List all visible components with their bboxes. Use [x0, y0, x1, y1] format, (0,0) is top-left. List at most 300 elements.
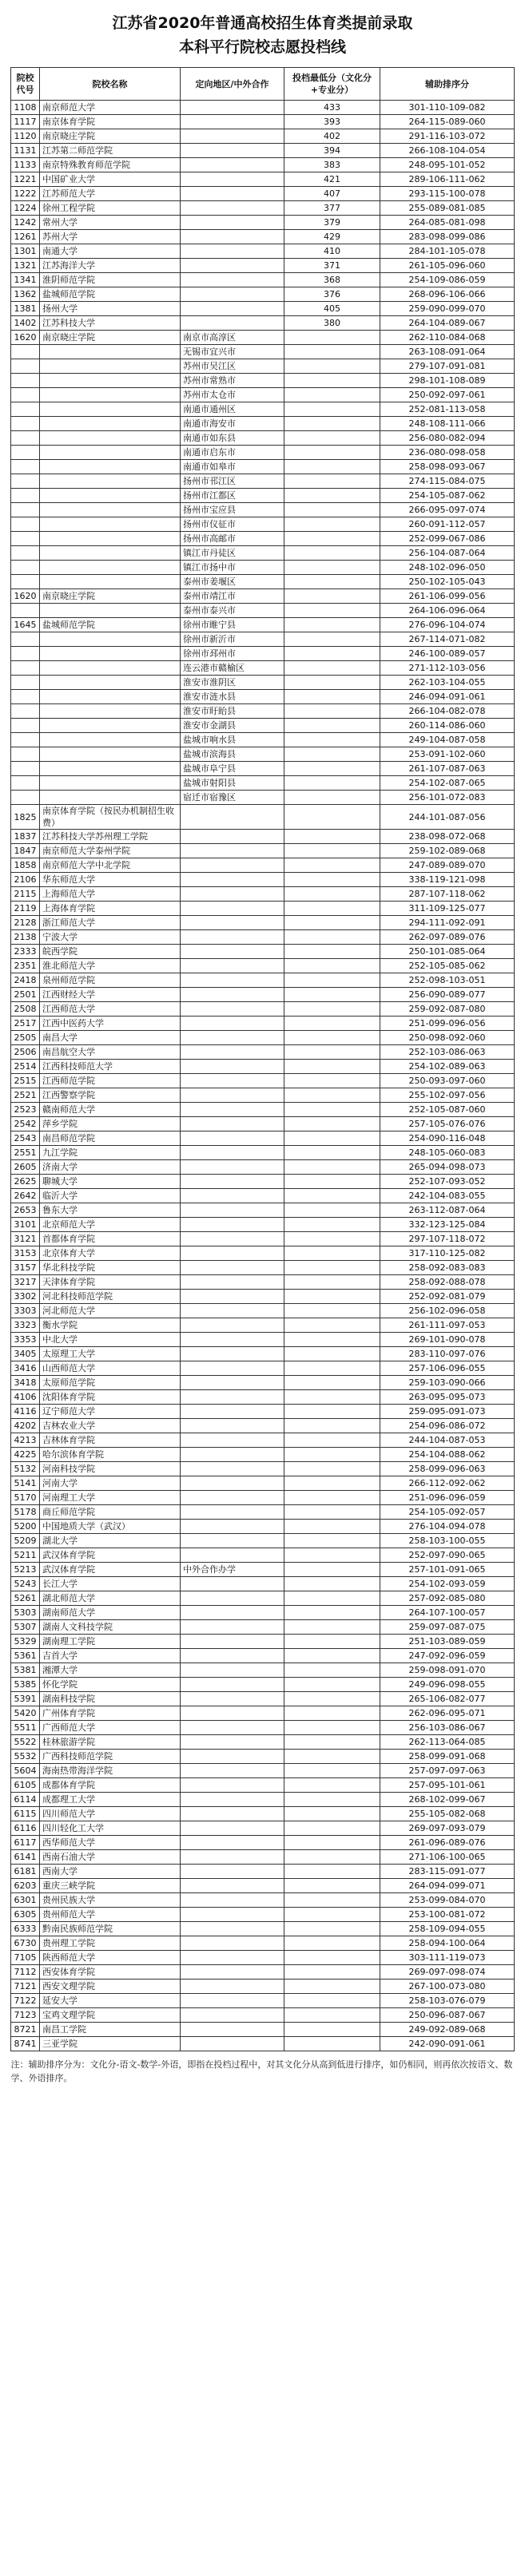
table-row [11, 1261, 515, 1275]
cell-rank: 297-107-118-072 [380, 1232, 515, 1246]
cell-code [11, 402, 40, 417]
cell-code: 5522 [11, 1735, 40, 1750]
cell-score [284, 1778, 380, 1793]
cell-code: 1381 [11, 302, 40, 316]
table-row [11, 973, 515, 988]
table-row [11, 431, 515, 446]
cell-rank: 258-109-094-055 [380, 1922, 515, 1936]
cell-code: 1825 [11, 805, 40, 830]
cell-rank: 261-096-089-076 [380, 1836, 515, 1850]
cell-region [181, 1448, 284, 1462]
cell-score [284, 575, 380, 589]
header-code: 院校代号 [11, 68, 40, 101]
cell-name: 武汉体育学院 [40, 1563, 181, 1577]
cell-region [181, 902, 284, 916]
table-row [11, 1476, 515, 1491]
cell-name [40, 747, 181, 762]
cell-name: 湖北大学 [40, 1534, 181, 1548]
cell-score [284, 1548, 380, 1563]
cell-score [284, 916, 380, 930]
cell-code: 6117 [11, 1836, 40, 1850]
table-row [11, 1376, 515, 1390]
cell-score [284, 546, 380, 561]
cell-rank: 269-097-098-074 [380, 1965, 515, 1980]
table-row [11, 1405, 515, 1419]
table-row [11, 959, 515, 973]
cell-region [181, 1017, 284, 1031]
cell-score [284, 902, 380, 916]
cell-region [181, 1721, 284, 1735]
table-row [11, 618, 515, 632]
cell-rank: 262-096-095-071 [380, 1706, 515, 1721]
cell-code: 1402 [11, 316, 40, 331]
table-row [11, 733, 515, 747]
cell-rank: 258-094-100-064 [380, 1936, 515, 1951]
cell-code: 3101 [11, 1218, 40, 1232]
cell-score [284, 733, 380, 747]
cell-score [284, 331, 380, 345]
cell-name [40, 791, 181, 805]
cell-rank: 250-093-097-060 [380, 1074, 515, 1088]
cell-region [181, 1304, 284, 1318]
cell-region: 盐城市射阳县 [181, 776, 284, 791]
cell-rank: 332-123-125-084 [380, 1218, 515, 1232]
cell-score [284, 618, 380, 632]
cell-region: 连云港市赣榆区 [181, 661, 284, 676]
cell-region [181, 244, 284, 259]
cell-score [284, 1735, 380, 1750]
cell-rank: 262-103-104-055 [380, 676, 515, 690]
cell-rank: 259-092-087-080 [380, 1002, 515, 1017]
cell-code [11, 632, 40, 647]
table-row [11, 873, 515, 887]
cell-rank: 259-097-087-075 [380, 1620, 515, 1635]
table-row [11, 144, 515, 158]
cell-name: 衡水学院 [40, 1318, 181, 1333]
cell-score [284, 1678, 380, 1692]
cell-code: 3121 [11, 1232, 40, 1246]
table-row [11, 1635, 515, 1649]
cell-code: 1341 [11, 273, 40, 287]
cell-rank: 283-110-097-076 [380, 1347, 515, 1361]
cell-region [181, 887, 284, 902]
cell-region [181, 129, 284, 144]
table-row [11, 1922, 515, 1936]
cell-code: 7123 [11, 2008, 40, 2023]
cell-rank: 256-101-072-083 [380, 791, 515, 805]
cell-score [284, 844, 380, 858]
cell-rank: 262-097-089-076 [380, 930, 515, 945]
cell-code: 5170 [11, 1491, 40, 1505]
cell-rank: 268-102-099-067 [380, 1793, 515, 1807]
cell-code [11, 604, 40, 618]
table-row [11, 1290, 515, 1304]
cell-score [284, 2008, 380, 2023]
cell-rank: 293-115-100-078 [380, 187, 515, 201]
cell-score [284, 503, 380, 517]
table-row [11, 1620, 515, 1635]
cell-code: 2351 [11, 959, 40, 973]
table-row [11, 302, 515, 316]
table-row [11, 546, 515, 561]
cell-rank: 279-107-091-081 [380, 359, 515, 374]
cell-score [284, 1663, 380, 1678]
cell-rank: 303-111-119-073 [380, 1951, 515, 1965]
header-region: 定向地区/中外合作 [181, 68, 284, 101]
table-row [11, 244, 515, 259]
table-row [11, 1074, 515, 1088]
cell-name [40, 604, 181, 618]
cell-score [284, 1620, 380, 1635]
cell-rank: 261-107-087-063 [380, 762, 515, 776]
table-row [11, 1606, 515, 1620]
cell-rank: 257-101-091-065 [380, 1563, 515, 1577]
cell-code: 1620 [11, 331, 40, 345]
cell-name: 太原师范学院 [40, 1376, 181, 1390]
cell-score [284, 1390, 380, 1405]
cell-code: 4213 [11, 1433, 40, 1448]
cell-rank: 254-104-088-062 [380, 1448, 515, 1462]
cell-rank: 252-105-085-062 [380, 959, 515, 973]
table-row [11, 230, 515, 244]
cell-name [40, 374, 181, 388]
cell-region: 苏州市吴江区 [181, 359, 284, 374]
cell-name: 常州大学 [40, 216, 181, 230]
cell-rank: 257-105-076-076 [380, 1117, 515, 1131]
cell-name: 南京晓庄学院 [40, 331, 181, 345]
cell-region [181, 1548, 284, 1563]
table-row [11, 259, 515, 273]
cell-rank: 301-110-109-082 [380, 101, 515, 115]
cell-rank: 258-103-100-055 [380, 1534, 515, 1548]
table-row [11, 1778, 515, 1793]
cell-code: 7121 [11, 1980, 40, 1994]
cell-rank: 260-114-086-060 [380, 719, 515, 733]
cell-rank: 254-109-086-059 [380, 273, 515, 287]
cell-score: 368 [284, 273, 380, 287]
cell-rank: 261-106-099-056 [380, 589, 515, 604]
cell-region [181, 230, 284, 244]
cell-region [181, 1361, 284, 1376]
cell-region [181, 1405, 284, 1419]
cell-name: 中国地质大学（武汉） [40, 1520, 181, 1534]
cell-name: 南京师范大学泰州学院 [40, 844, 181, 858]
cell-rank: 267-100-073-080 [380, 1980, 515, 1994]
cell-rank: 264-104-089-067 [380, 316, 515, 331]
cell-name: 江西中医药大学 [40, 1017, 181, 1031]
table-row [11, 1462, 515, 1476]
table-row [11, 1591, 515, 1606]
cell-score [284, 446, 380, 460]
cell-code [11, 561, 40, 575]
cell-score [284, 1591, 380, 1606]
cell-score [284, 1879, 380, 1893]
table-row [11, 1735, 515, 1750]
cell-score [284, 1692, 380, 1706]
cell-code: 6305 [11, 1908, 40, 1922]
cell-rank: 242-104-083-055 [380, 1189, 515, 1203]
cell-score [284, 1606, 380, 1620]
table-row [11, 1865, 515, 1879]
cell-code: 3418 [11, 1376, 40, 1390]
cell-rank: 250-101-085-064 [380, 945, 515, 959]
cell-score [284, 561, 380, 575]
table-row [11, 2008, 515, 2023]
cell-score [284, 1261, 380, 1275]
table-row [11, 1491, 515, 1505]
cell-region [181, 1663, 284, 1678]
cell-name: 怀化学院 [40, 1678, 181, 1692]
cell-rank: 252-081-113-058 [380, 402, 515, 417]
cell-rank: 253-100-081-072 [380, 1908, 515, 1922]
cell-rank: 257-097-097-063 [380, 1764, 515, 1778]
cell-name: 临沂大学 [40, 1189, 181, 1203]
cell-score [284, 988, 380, 1002]
cell-score [284, 1146, 380, 1160]
cell-score [284, 1117, 380, 1131]
table-row [11, 1764, 515, 1778]
cell-code: 6116 [11, 1821, 40, 1836]
cell-score [284, 1002, 380, 1017]
cell-region [181, 1376, 284, 1390]
cell-region: 扬州市仪征市 [181, 517, 284, 532]
cell-code: 5329 [11, 1635, 40, 1649]
cell-score [284, 1807, 380, 1821]
cell-name: 中国矿业大学 [40, 172, 181, 187]
cell-code: 5307 [11, 1620, 40, 1635]
cell-code: 1221 [11, 172, 40, 187]
cell-region [181, 1865, 284, 1879]
cell-region: 南通市通州区 [181, 402, 284, 417]
cell-region: 淮安市淮阴区 [181, 676, 284, 690]
cell-region: 淮安市涟水县 [181, 690, 284, 704]
cell-code: 3157 [11, 1261, 40, 1275]
cell-rank: 257-106-096-055 [380, 1361, 515, 1376]
table-row [11, 446, 515, 460]
cell-region: 苏州市太仓市 [181, 388, 284, 402]
table-row [11, 503, 515, 517]
table-row [11, 945, 515, 959]
table-row [11, 101, 515, 115]
cell-name: 广西科技师范学院 [40, 1750, 181, 1764]
table-row [11, 1505, 515, 1520]
cell-region [181, 973, 284, 988]
cell-code: 5178 [11, 1505, 40, 1520]
cell-name: 济南大学 [40, 1160, 181, 1175]
footnote: 注：辅助排序分为：文化分-语文-数学-外语，即指在投档过程中，对其文化分从高到低进行排序，如仍相同，则再依次按语文、数学、外语排序。 [10, 2059, 513, 2083]
cell-score [284, 1433, 380, 1448]
table-row [11, 1361, 515, 1376]
cell-name: 江苏师范大学 [40, 187, 181, 201]
cell-region [181, 1491, 284, 1505]
cell-code: 1131 [11, 144, 40, 158]
cell-name: 太原理工大学 [40, 1347, 181, 1361]
cell-name [40, 733, 181, 747]
cell-rank: 255-089-081-085 [380, 201, 515, 216]
cell-score: 383 [284, 158, 380, 172]
cell-score [284, 1505, 380, 1520]
cell-code: 2506 [11, 1045, 40, 1060]
cell-region [181, 1175, 284, 1189]
cell-name: 泉州师范学院 [40, 973, 181, 988]
cell-code [11, 546, 40, 561]
table-row [11, 830, 515, 844]
cell-code [11, 647, 40, 661]
cell-name: 河南理工大学 [40, 1491, 181, 1505]
cell-code: 1120 [11, 129, 40, 144]
cell-region [181, 1534, 284, 1548]
cell-rank: 271-112-103-056 [380, 661, 515, 676]
cell-score [284, 1462, 380, 1476]
cell-score [284, 1922, 380, 1936]
cell-name: 武汉体育学院 [40, 1548, 181, 1563]
cell-rank: 252-103-086-063 [380, 1045, 515, 1060]
cell-code: 5261 [11, 1591, 40, 1606]
cell-rank: 256-104-087-064 [380, 546, 515, 561]
cell-name: 淮北师范大学 [40, 959, 181, 973]
cell-rank: 294-111-092-091 [380, 916, 515, 930]
cell-score: 393 [284, 115, 380, 129]
cell-name: 河南科技学院 [40, 1462, 181, 1476]
cell-code: 8741 [11, 2037, 40, 2051]
cell-region: 南京市高淳区 [181, 331, 284, 345]
cell-region [181, 1390, 284, 1405]
cell-code: 8721 [11, 2023, 40, 2037]
cell-region: 徐州市新沂市 [181, 632, 284, 647]
table-row [11, 1448, 515, 1462]
cell-region [181, 1002, 284, 1017]
cell-name: 长江大学 [40, 1577, 181, 1591]
cell-name [40, 388, 181, 402]
table-row [11, 115, 515, 129]
cell-score [284, 690, 380, 704]
cell-code: 5381 [11, 1663, 40, 1678]
table-row [11, 1548, 515, 1563]
table-row [11, 1246, 515, 1261]
cell-score [284, 1750, 380, 1764]
cell-name: 成都理工大学 [40, 1793, 181, 1807]
cell-score [284, 1361, 380, 1376]
table-row [11, 129, 515, 144]
cell-rank: 248-105-060-083 [380, 1146, 515, 1160]
table-row [11, 1060, 515, 1074]
cell-rank: 256-103-086-067 [380, 1721, 515, 1735]
cell-region [181, 1218, 284, 1232]
cell-rank: 261-105-096-060 [380, 259, 515, 273]
cell-score [284, 704, 380, 719]
cell-score: 394 [284, 144, 380, 158]
cell-rank: 267-114-071-082 [380, 632, 515, 647]
cell-score [284, 973, 380, 988]
table-row [11, 216, 515, 230]
cell-name [40, 632, 181, 647]
cell-score [284, 1405, 380, 1419]
cell-code: 5200 [11, 1520, 40, 1534]
cell-score [284, 1836, 380, 1850]
table-row [11, 1721, 515, 1735]
cell-code: 1620 [11, 589, 40, 604]
table-row [11, 1390, 515, 1405]
cell-region [181, 1735, 284, 1750]
cell-name [40, 517, 181, 532]
cell-rank: 249-092-089-068 [380, 2023, 515, 2037]
cell-code: 2501 [11, 988, 40, 1002]
cell-code: 5141 [11, 1476, 40, 1491]
cell-code: 4202 [11, 1419, 40, 1433]
cell-rank: 266-112-092-062 [380, 1476, 515, 1491]
cell-name: 南昌工学院 [40, 2023, 181, 2037]
cell-rank: 252-097-090-065 [380, 1548, 515, 1563]
table-row [11, 1520, 515, 1534]
cell-score [284, 1936, 380, 1951]
cell-rank: 258-092-083-083 [380, 1261, 515, 1275]
table-row [11, 374, 515, 388]
cell-name: 河北科技师范学院 [40, 1290, 181, 1304]
cell-region: 扬州市江都区 [181, 489, 284, 503]
cell-rank: 274-115-084-075 [380, 474, 515, 489]
cell-region [181, 201, 284, 216]
cell-rank: 269-097-093-079 [380, 1821, 515, 1836]
cell-name: 南通大学 [40, 244, 181, 259]
cell-name [40, 474, 181, 489]
cell-name: 南京体育学院 [40, 115, 181, 129]
cell-name: 湖南科技学院 [40, 1692, 181, 1706]
cell-name: 山西师范大学 [40, 1361, 181, 1376]
cell-region [181, 1836, 284, 1850]
cell-rank: 276-104-094-078 [380, 1520, 515, 1534]
cell-name [40, 661, 181, 676]
cell-score [284, 417, 380, 431]
cell-code: 5511 [11, 1721, 40, 1735]
cell-name: 湘潭大学 [40, 1663, 181, 1678]
cell-rank: 259-098-091-070 [380, 1663, 515, 1678]
table-row [11, 1663, 515, 1678]
table-row [11, 988, 515, 1002]
cell-code: 1847 [11, 844, 40, 858]
cell-score [284, 1563, 380, 1577]
cell-score [284, 930, 380, 945]
cell-rank: 263-108-091-064 [380, 345, 515, 359]
cell-region: 镇江市扬中市 [181, 561, 284, 575]
table-row [11, 316, 515, 331]
cell-code: 3217 [11, 1275, 40, 1290]
cell-region [181, 1807, 284, 1821]
cell-region: 淮安市金湖县 [181, 719, 284, 733]
cell-score [284, 1347, 380, 1361]
cell-code [11, 661, 40, 676]
table-row [11, 388, 515, 402]
cell-score [284, 1534, 380, 1548]
cell-region [181, 1261, 284, 1275]
cell-rank: 255-102-097-056 [380, 1088, 515, 1103]
table-row [11, 489, 515, 503]
table-row [11, 359, 515, 374]
cell-rank: 260-091-112-057 [380, 517, 515, 532]
cell-name: 皖西学院 [40, 945, 181, 959]
title-line-1: 江苏省2020年普通高校招生体育类提前录取 [112, 14, 413, 32]
cell-score [284, 1160, 380, 1175]
table-row [11, 345, 515, 359]
cell-rank: 271-106-100-065 [380, 1850, 515, 1865]
cell-score [284, 1031, 380, 1045]
cell-rank: 249-096-098-055 [380, 1678, 515, 1692]
table-row [11, 1807, 515, 1821]
cell-region [181, 1419, 284, 1433]
cell-name: 江苏科技大学苏州理工学院 [40, 830, 181, 844]
table-row [11, 704, 515, 719]
cell-code: 1108 [11, 101, 40, 115]
cell-region: 扬州市宝应县 [181, 503, 284, 517]
